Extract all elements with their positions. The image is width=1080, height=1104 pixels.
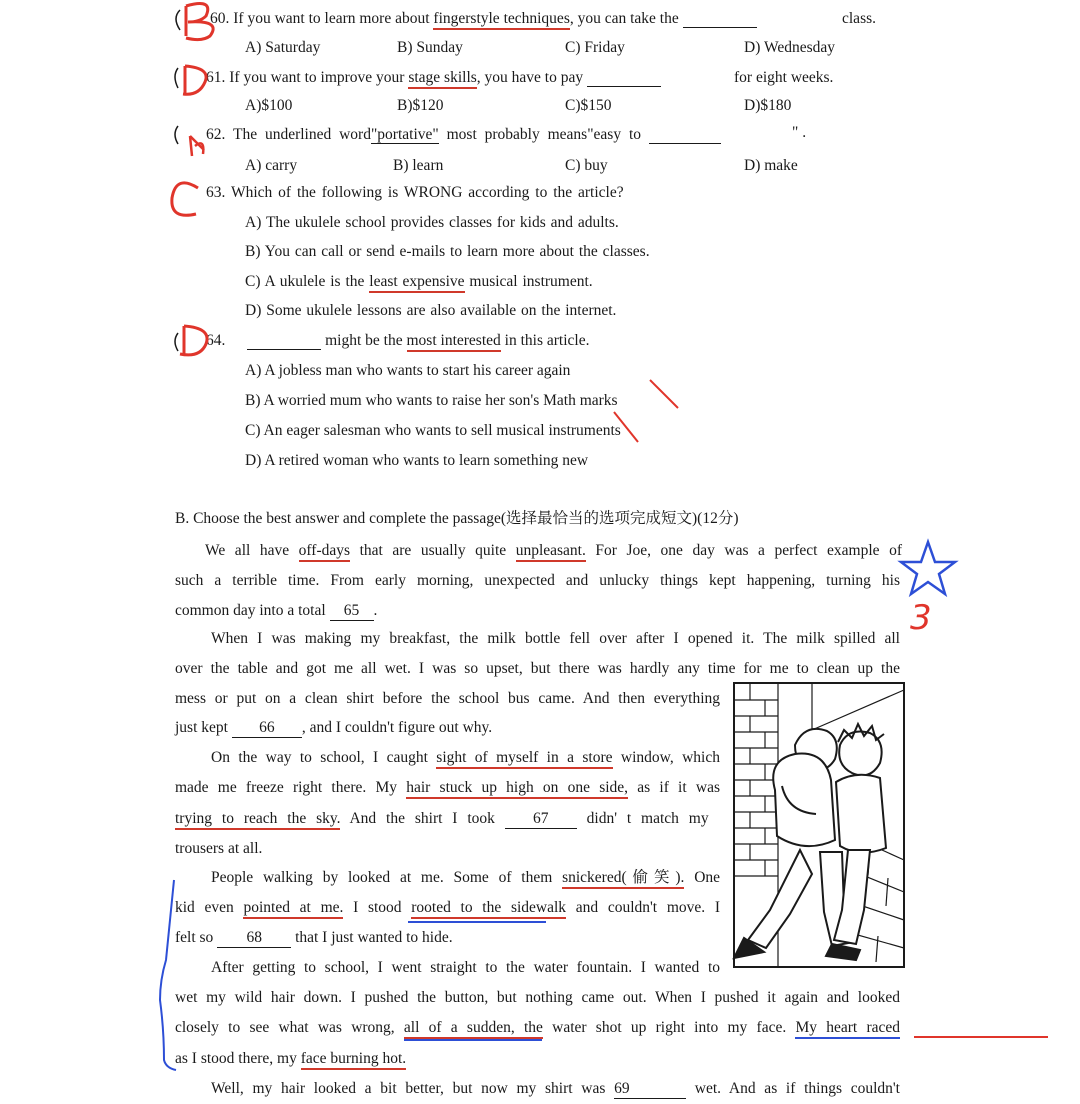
passage-line: as I stood there, my face burning hot.: [175, 1050, 406, 1068]
question-62: 62. The underlined word"portative" most probably means"easy to: [206, 126, 721, 144]
paren-icon: [175, 333, 178, 351]
q64-option-b: B) A worried mum who wants to raise her son's Math marks: [245, 392, 618, 409]
q60-option-b: B) Sunday: [397, 39, 463, 56]
question-61: 61. If you want to improve your stage skills, you have to pay: [206, 69, 661, 87]
underline-heart-raced: My heart raced: [795, 1019, 900, 1039]
underline-fingerstyle: fingerstyle techniques: [433, 10, 569, 30]
underline-portative: "portative": [370, 126, 439, 143]
passage-line: felt so 68 that I just wanted to hide.: [175, 929, 453, 946]
underline-all-of-a-sudden: all of a sudden, the: [404, 1019, 543, 1039]
section-b-heading: B. Choose the best answer and complete the passage(选择最恰当的选项完成短文)(12分): [175, 510, 739, 527]
passage-line: just kept 66 , and I couldn't figure out why.: [175, 719, 493, 736]
answer-mark-d-icon: [183, 66, 206, 94]
q62-stem-end: " .: [792, 124, 807, 141]
passage-line: When I was making my breakfast, the milk bottle fell over after I opened it. The milk spilled all: [211, 630, 900, 647]
q60-option-d: D) Wednesday: [744, 39, 836, 56]
answer-mark-b-icon: [190, 136, 204, 156]
passage-line: People walking by looked at me. Some of them snickered(偷笑). One: [211, 869, 720, 887]
passage-line: trousers at all.: [175, 840, 263, 857]
passage-line: closely to see what was wrong, all of a sudden, the water shot up right into my face. My heart raced: [175, 1019, 900, 1037]
q62-option-c: C) buy: [565, 157, 608, 174]
blank-69: 69: [614, 1080, 686, 1099]
blank-66: 66: [232, 719, 302, 738]
q61-option-d: D)$180: [744, 97, 792, 114]
underline-sight-of-myself: sight of myself in a store: [436, 749, 612, 769]
q64-option-a: A) A jobless man who wants to start his career again: [245, 362, 571, 379]
q63-option-b: B) You can call or send e-mails to learn more about the classes.: [245, 243, 650, 260]
underline-most-interested: most interested: [407, 332, 501, 352]
q64-option-c: C) An eager salesman who wants to sell musical instruments: [245, 422, 621, 439]
answer-mark-b-icon: [186, 4, 213, 40]
question-60: 60. If you want to learn more about fingerstyle techniques, you can take the: [210, 10, 757, 28]
paren-icon: [175, 126, 178, 144]
underline-rooted: rooted to the sidewalk: [411, 899, 566, 919]
answer-mark-c-icon: [172, 183, 198, 215]
underline-off-days: off-days: [299, 542, 350, 562]
question-63: 63. Which of the following is WRONG according to the article?: [206, 184, 624, 201]
passage-line: wet my wild hair down. I pushed the button, but nothing came out. When I pushed it again and looked: [175, 989, 900, 1006]
underline-snickered: snickered(偷笑).: [562, 869, 684, 889]
q61-option-a: A)$100: [245, 97, 293, 114]
q63-option-c: C) A ukulele is the least expensive musical instrument.: [245, 273, 593, 291]
passage-line: such a terrible time. From early morning, unexpected and unlucky things kept happening, turning his: [175, 572, 900, 589]
underline-pointed-at-me: pointed at me.: [243, 899, 343, 919]
paren-icon: [176, 10, 180, 30]
passage-line: Well, my hair looked a bit better, but now my shirt was 69 wet. And as if things couldn't: [211, 1080, 900, 1097]
underline-face-burning: face burning hot.: [301, 1050, 406, 1070]
q62-option-a: A) carry: [245, 157, 298, 174]
underline-hair-stuck: hair stuck up high on one side,: [406, 779, 628, 799]
q61-option-b: B)$120: [397, 97, 444, 114]
q60-stem-end: class.: [842, 10, 877, 27]
q60-option-a: A) Saturday: [245, 39, 321, 56]
passage-line: kid even pointed at me. I stood rooted to the sidewalk and couldn't move. I: [175, 899, 720, 917]
bracket-icon: [160, 880, 176, 1070]
q63-option-d: D) Some ukulele lessons are also available on the internet.: [245, 302, 617, 319]
blank-68: 68: [217, 929, 291, 948]
underline-unpleasant: unpleasant.: [516, 542, 586, 562]
passage-line: trying to reach the sky. And the shirt I took 67 didn' t match my: [175, 810, 709, 829]
underline-least-expensive: least expensive: [369, 273, 464, 293]
blank-65: 65: [330, 602, 374, 621]
star-icon: [901, 542, 955, 594]
margin-number: 3: [910, 598, 932, 638]
passage-line: We all have off-days that are usually quite unpleasant. For Joe, one day was a perfect example of: [205, 542, 902, 560]
passage-line: over the table and got me all wet. I was so upset, but there was hardly any time for me to clean up the: [175, 660, 900, 677]
passage-line: On the way to school, I caught sight of myself in a store window, which: [211, 749, 720, 767]
q60-option-c: C) Friday: [565, 39, 625, 56]
q61-option-c: C)$150: [565, 97, 612, 114]
q64-option-d: D) A retired woman who wants to learn something new: [245, 452, 589, 469]
passage-line: mess or put on a clean shirt before the school bus came. And then everything: [175, 690, 720, 707]
q62-option-d: D) make: [744, 157, 798, 174]
q62-option-b: B) learn: [393, 157, 444, 174]
answer-mark-d-icon: [180, 326, 207, 356]
question-64: 64. might be the most interested in this article.: [206, 332, 589, 350]
passage-line: After getting to school, I went straight to the water fountain. I wanted to: [211, 959, 720, 976]
paren-icon: [175, 68, 178, 88]
passage-line: common day into a total 65 .: [175, 602, 378, 619]
underline-stage-skills: stage skills: [408, 69, 476, 89]
blank-67: 67: [505, 810, 577, 829]
passage-line: made me freeze right there. My hair stuck up high on one side, as if it was: [175, 779, 720, 797]
underline-reach-sky: trying to reach the sky.: [175, 810, 340, 830]
q61-stem-end: for eight weeks.: [734, 69, 834, 86]
q63-option-a: A) The ukulele school provides classes for kids and adults.: [245, 214, 619, 231]
